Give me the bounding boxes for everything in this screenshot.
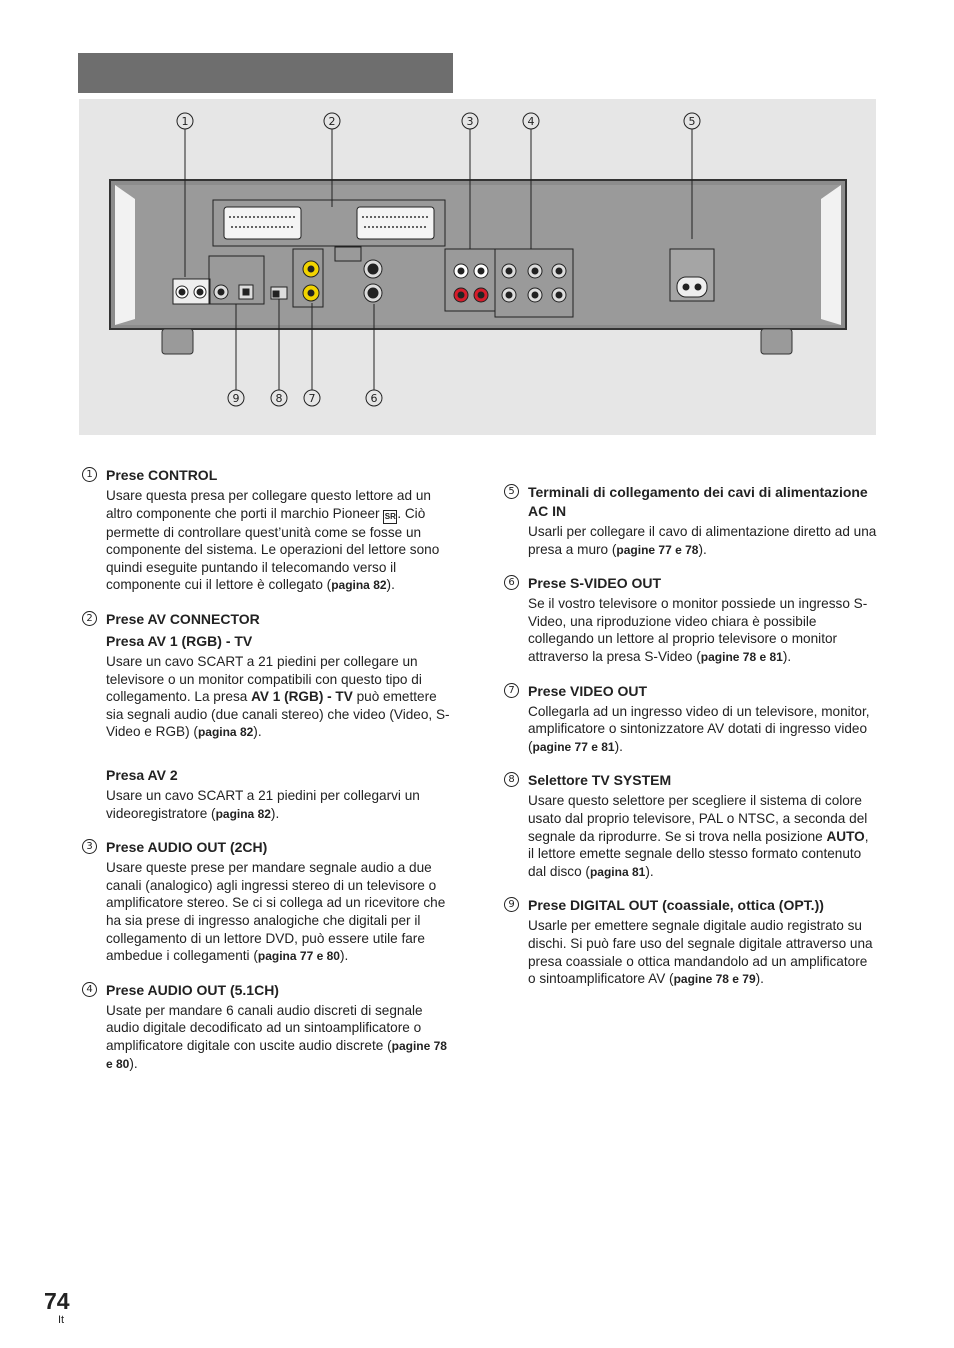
left-column (80, 466, 456, 1074)
item-ac-in (502, 483, 878, 559)
page-ref: pagine 77 e 78 (616, 542, 699, 557)
marker-4 (523, 113, 539, 129)
item-body: Se il vostro televisore o monitor possiede un ingresso S-Video, una riproduzione video chiara è possibile collegando un lettore al proprio televisore o monitor attraverso la presa S-Video (pagine 78 e 81). (528, 596, 868, 664)
item-body: Collegarla ad un ingresso video di un televisore, monitor, amplificatore o sintonizzatore AV dotati di ingresso video (pagine 77 e 81). (528, 703, 870, 754)
item-title: Prese S-VIDEO OUT (528, 575, 662, 592)
item-number: 9 (504, 897, 519, 912)
item-control (80, 466, 456, 595)
item-title: Prese AUDIO OUT (2CH) (106, 839, 268, 856)
marker-7 (304, 390, 320, 406)
marker-number: 6 (370, 392, 378, 405)
marker-number: 8 (275, 392, 283, 405)
page-ref: pagine 78 e 79 (673, 972, 756, 987)
page-ref: pagina 77 e 80 (257, 949, 340, 964)
marker-number: 1 (181, 115, 189, 128)
item-number: 2 (82, 611, 97, 626)
item-subtitle: Presa AV 1 (RGB) - TV (106, 632, 253, 649)
language-code: It (58, 1314, 65, 1326)
marker-8 (271, 390, 287, 406)
item-number: 6 (504, 575, 519, 590)
marker-6 (366, 390, 382, 406)
page-ref: pagine 78 e 81 (700, 649, 783, 664)
page-ref: pagina 82 (197, 725, 254, 740)
item-number: 5 (504, 484, 519, 499)
page-ref: pagina 82 (331, 578, 387, 593)
item-title: Prese DIGITAL OUT (coassiale, ottica (OPT.)) (528, 897, 824, 914)
item-body: Usare questo selettore per scegliere il sistema di colore usato dal proprio televisore, PAL o NTSC, a seconda del segnale da riprodurre. Se si trova nella posizione AUTO, il lettore emette segnale dello stesso formato contenuto dal disco (pagina 81). (528, 793, 869, 879)
item-title: Selettore TV SYSTEM (528, 772, 672, 789)
item-audio-51ch (80, 981, 456, 1074)
page-ref: pagine 77 e 81 (532, 739, 615, 754)
pioneer-sr-mark-icon: SR (383, 510, 397, 524)
item-body: Usare questa presa per collegare questo lettore ad un altro componente che porti il marchio Pioneer SR. Ciò permette di controllare quest’unità come se fosse un componente del sistema. Le operazioni del lettore sono quindi eseguite puntando il telecomando verso il componente cui il lettore è collegato (pagina 82). (106, 488, 440, 593)
item-number: 1 (82, 467, 97, 482)
item-title: Prese AUDIO OUT (5.1CH) (106, 981, 279, 998)
item-body: Usarli per collegare il cavo di alimentazione diretto ad una presa a muro (pagine 77 e 78). (528, 524, 877, 557)
item-body: Usare queste prese per mandare segnale audio a due canali (analogico) agli ingressi stereo di un televisore o amplificatore stereo. Se ci si collega ad un ricevitore che ha sia prese di ingresso analogiche che digitali per il collegamento di un lettore DVD, può essere utile fare ambedue i collegamenti (pagina 77 e 80). (106, 860, 446, 964)
item-body: Usare un cavo SCART a 21 piedini per collegarvi un videoregistratore (pagina 82). (106, 787, 420, 821)
item-body: Usate per mandare 6 canali audio discreti di segnale audio digitale decodificato ad un sintoamplificatore o amplificatore digitale con uscite audio discrete (pagine 78 e 80). (106, 1002, 447, 1072)
item-audio-2ch (80, 838, 456, 966)
marker-number: 5 (688, 115, 696, 128)
rear-panel-diagram (79, 99, 876, 435)
item-s-video (502, 574, 878, 666)
item-number: 3 (82, 839, 97, 854)
item-number: 7 (504, 683, 519, 698)
page-ref: pagine 78 e 80 (106, 1038, 447, 1072)
item-subtitle: Presa AV 2 (106, 766, 178, 783)
marker-number: 2 (328, 115, 336, 128)
marker-number: 4 (527, 115, 535, 128)
item-title: Prese VIDEO OUT (528, 682, 648, 699)
ac-inlet (670, 249, 714, 301)
page-ref: pagina 81 (589, 864, 646, 879)
marker-2 (324, 113, 340, 129)
right-column (502, 483, 878, 989)
item-video-out (502, 682, 878, 757)
page-number: 74 (44, 1288, 70, 1314)
item-body: Usarle per emettere segnale digitale audio registrato su dischi. Si può fare uso del segnale digitale attraverso una presa coassiale o ottica mandandolo ad un amplificatore o sintoamplificatore AV (pagine 78 e 79). (528, 918, 873, 987)
item-number: 8 (504, 772, 519, 787)
marker-number: 3 (466, 115, 474, 128)
marker-9 (228, 390, 244, 406)
section-header-bar (78, 53, 453, 93)
item-title: Prese CONTROL (106, 467, 218, 483)
item-tv-system (502, 771, 878, 881)
marker-number: 7 (308, 392, 316, 405)
item-title: Prese AV CONNECTOR (106, 610, 260, 627)
item-number: 4 (82, 982, 97, 997)
item-title: Terminali di collegamento dei cavi di alimentazione AC IN (528, 484, 868, 519)
item-digital-out (502, 896, 878, 988)
rear-panel-figure (79, 99, 876, 435)
item-body: Usare un cavo SCART a 21 piedini per collegare un televisore o un monitor compatibili con questo tipo di collegamento. La presa AV 1 (RGB) - TV può emettere sia segnali audio (due canali stereo) che video (Video, S-Video e RGB) (pagina 82). (106, 653, 450, 740)
marker-number: 9 (232, 392, 240, 405)
item-av-connector (80, 610, 456, 823)
marker-1 (177, 113, 193, 129)
marker-5 (684, 113, 700, 129)
page-ref: pagina 82 (215, 806, 271, 821)
marker-3 (462, 113, 478, 129)
